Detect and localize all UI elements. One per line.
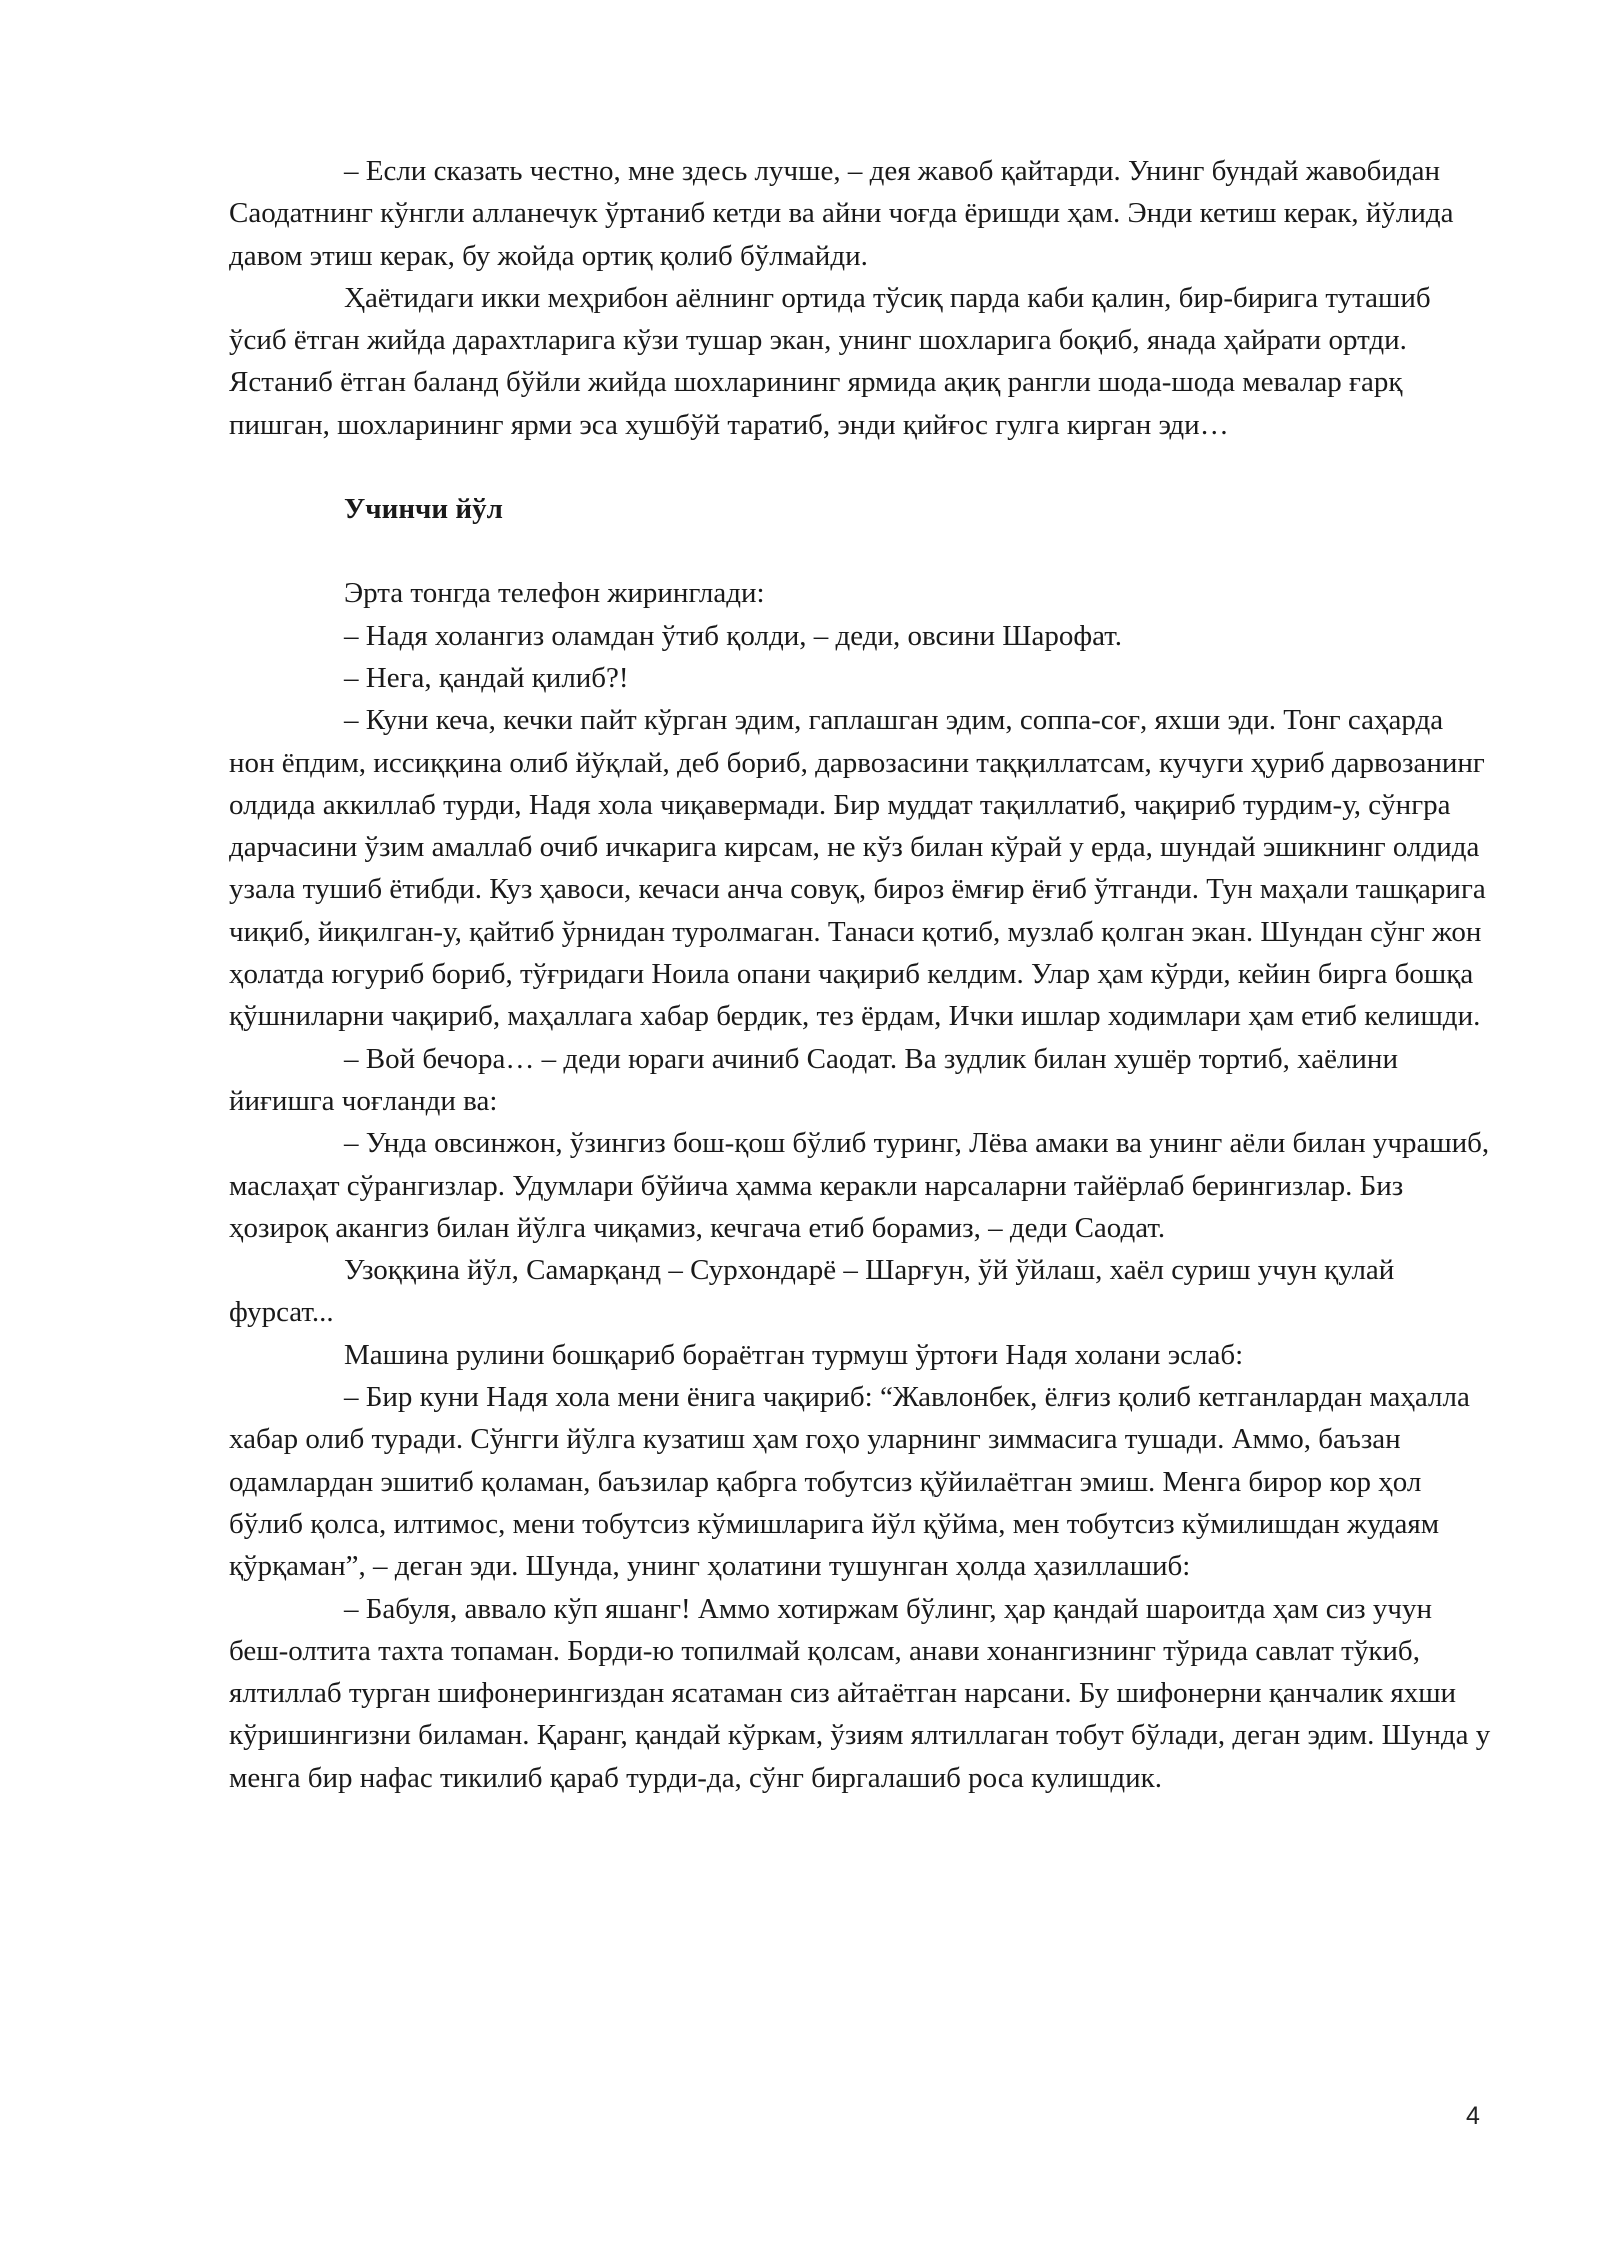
paragraph: Эрта тонгда телефон жиринглади: (344, 577, 765, 610)
paragraph: – Надя холангиз оламдан ўтиб қолди, – деди, овсини Шарофат. (344, 619, 1123, 652)
spacer (229, 530, 1491, 572)
spacer (229, 446, 1491, 488)
section-heading: Учинчи йўл (344, 493, 503, 526)
paragraph: – Вой бечора… – деди юраги ачиниб Саодат. Ва зудлик билан хушёр тортиб, хаёлини йиғишга чоғланди ва: (229, 1042, 1398, 1117)
paragraph: Машина рулини бошқариб бораётган турмуш ўртоғи Надя холани эслаб: (344, 1338, 1244, 1371)
paragraph: – Бабуля, аввало кўп яшанг! Аммо хотиржам бўлинг, ҳар қандай шароитда ҳам сиз учун беш-олтита тахта топаман. Борди-ю топилмай қолсам, анави хонангизнинг тўрида савлат тўкиб, ялтиллаб турган шифонерингиздан ясатаман сиз айтаётган нарсани. Бу шифонерни қанчалик яхши кўришингизни биламан. Қаранг, қандай кўркам, ўзиям ялтиллаган тобут бўлади, деган эдим. Шунда у менга бир нафас тикилиб қараб турди-да, сўнг биргалашиб роса кулишдик. (229, 1592, 1491, 1794)
paragraph: – Унда овсинжон, ўзингиз бош-қош бўлиб туринг, Лёва амаки ва унинг аёли билан учрашиб, маслаҳат сўрангизлар. Удумлари бўйича ҳамма керакли нарсаларни тайёрлаб берингизлар. Биз ҳозироқ акангиз билан йўлга чиқамиз, кечгача етиб борамиз, – деди Саодат. (229, 1127, 1490, 1244)
paragraph: Ҳаётидаги икки меҳрибон аёлнинг ортида тўсиқ парда каби қалин, бир-бирига туташиб ўсиб ётган жийда дарахтларига кўзи тушар экан, унинг шохларига боқиб, янада ҳайрати ортди. Ястаниб ётган баланд бўйли жийда шохларининг ярмида ақиқ рангли шода-шода мевалар ғарқ пишган, шохларининг ярми эса хушбўй таратиб, энди қийғос гулга кирган эди… (229, 281, 1431, 441)
paragraph: – Куни кеча, кечки пайт кўрган эдим, гаплашган эдим, соппа-соғ, яхши эди. Тонг саҳарда нон ёпдим, иссиққина олиб йўқлай, деб бориб, дарвозасини таққиллатсам, кучуги ҳуриб дарвозанинг олдида аккиллаб турди, Надя хола чиқавермади. Бир муддат тақиллатиб, чақириб турдим-у, сўнгра дарчасини ўзим амаллаб очиб ичкарига кирсам, не кўз билан кўрай у ерда, шундай эшикнинг олдида узала тушиб ётибди. Куз ҳавоси, кечаси анча совуқ, бироз ёмғир ёғиб ўтганди. Тун маҳали ташқарига чиқиб, йиқилган-у, қайтиб ўрнидан туролмаган. Танаси қотиб, музлаб қолган экан. Шундан сўнг жон ҳолатда югуриб бориб, тўғридаги Ноила опани чақириб келдим. Улар ҳам кўрди, кейин бирга бошқа қўшниларни чақириб, маҳаллага хабар бердик, тез ёрдам, Ички ишлар ходимлари ҳам етиб келишди. (229, 704, 1486, 1033)
paragraph: Узоққина йўл, Самарқанд – Сурхондарё – Шарғун, ўй ўйлаш, хаёл суриш учун қулай фурсат... (229, 1254, 1395, 1329)
document-body (229, 150, 1491, 1799)
paragraph: – Нега, қандай қилиб?! (344, 661, 629, 694)
page-number: 4 (1466, 2102, 1480, 2130)
paragraph: – Если сказать честно, мне здесь лучше, – дея жавоб қайтарди. Унинг бундай жавобидан Саодатнинг кўнгли алланечук ўртаниб кетди ва айни чоғда ёришди ҳам. Энди кетиш керак, йўлида давом этиш керак, бу жойда ортиқ қолиб бўлмайди. (229, 155, 1454, 272)
paragraph: – Бир куни Надя хола мени ёнига чақириб: “Жавлонбек, ёлғиз қолиб кетганлардан маҳалла хабар олиб туради. Сўнгги йўлга кузатиш ҳам гоҳо уларнинг зиммасига тушади. Аммо, баъзан одамлардан эшитиб қоламан, баъзилар қабрга тобутсиз қўйилаётган эмиш. Менга бирор кор ҳол бўлиб қолса, илтимос, мени тобутсиз кўмишларига йўл қўйма, мен тобутсиз кўмилишдан жудаям қўрқаман”, – деган эди. Шунда, унинг ҳолатини тушунган ҳолда ҳазиллашиб: (229, 1381, 1470, 1583)
